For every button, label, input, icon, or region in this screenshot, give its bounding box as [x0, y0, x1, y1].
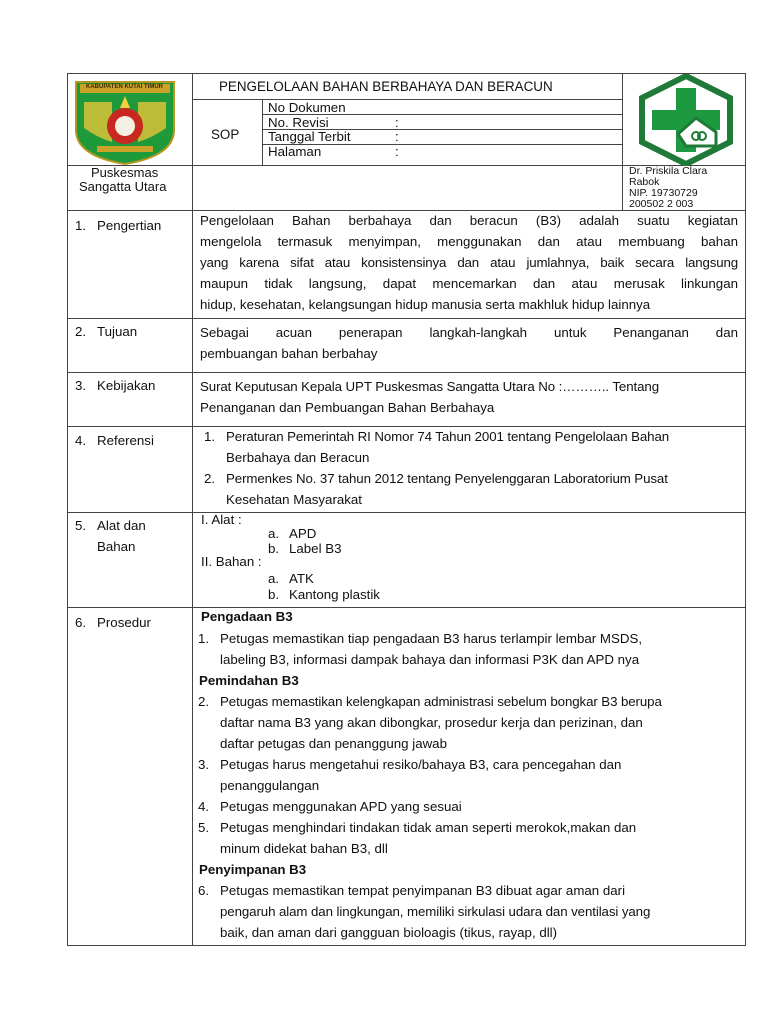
text-line: Penanganan dan Pembuangan Bahan Berbahaya [200, 400, 495, 415]
subheading-pemindahan: Pemindahan B3 [199, 673, 299, 688]
list-item: ATK [289, 571, 314, 586]
doc-field-halaman: Halaman [268, 144, 322, 159]
list-number: 2. [198, 694, 210, 709]
border-row5 [67, 607, 746, 608]
logo-banner-text: KABUPATEN KUTAI TIMUR [86, 84, 163, 90]
list-item: Kesehatan Masyarakat [226, 492, 363, 507]
text-line: Surat Keputusan Kepala UPT Puskesmas Sangatta Utara No :……….. Tentang [200, 379, 659, 394]
list-item: pengaruh alam dan lingkungan, memiliki sirkulasi udara dan ventilasi yang [220, 904, 651, 919]
org-name-line1: Puskesmas [91, 165, 159, 180]
doc-field-no-dokumen: No Dokumen [268, 100, 346, 115]
doc-field-colon: : [395, 144, 399, 159]
text-line: maupun tidak langsung, dapat mencemarkan dan atau merusak linkungan [200, 276, 738, 291]
list-item: minum didekat bahan B3, dll [220, 841, 388, 856]
border-bottom [67, 945, 746, 946]
list-number: 4. [198, 799, 210, 814]
section-label-kebijakan: Kebijakan [97, 378, 156, 393]
text-line: pembuangan bahan berbahay [200, 346, 378, 361]
list-item: penanggulangan [220, 778, 320, 793]
border-col1 [192, 73, 193, 946]
title-divider [192, 99, 623, 100]
list-item: labeling B3, informasi dampak bahaya dan informasi P3K dan APD nya [220, 652, 640, 667]
section-number: 3. [75, 378, 87, 393]
list-number: 1. [198, 631, 210, 646]
list-item: Petugas menggunakan APD yang sesuai [220, 799, 462, 814]
list-letter: a. [268, 571, 280, 586]
sop-divider [262, 99, 263, 166]
list-item: Peraturan Pemerintah RI Nomor 74 Tahun 2001 tentang Pengelolaan Bahan [226, 429, 670, 444]
doc-field-colon: : [395, 129, 399, 144]
section-label-pengertian: Pengertian [97, 218, 162, 233]
section-label-tujuan: Tujuan [97, 324, 138, 339]
document-title: PENGELOLAAN BAHAN BERBAHAYA DAN BERACUN [219, 79, 553, 94]
section-number: 1. [75, 218, 87, 233]
list-item: daftar nama B3 yang akan dibongkar, prosedur kerja dan perizinan, dan [220, 715, 643, 730]
section-number: 4. [75, 433, 87, 448]
list-letter: b. [268, 541, 280, 556]
bahan-heading: II. Bahan : [201, 554, 262, 569]
section-label-referensi: Referensi [97, 433, 154, 448]
subheading-penyimpanan: Penyimpanan B3 [199, 862, 307, 877]
list-item: baik, dan aman dari gangguan bioloagis (tikus, rayap, dll) [220, 925, 558, 940]
list-number: 3. [198, 757, 210, 772]
section-number: 6. [75, 615, 87, 630]
list-item: Petugas memastikan tiap pengadaan B3 harus terlampir lembar MSDS, [220, 631, 643, 646]
border-col-right [622, 73, 623, 211]
text-line: yang karena sifat atau konsistensinya dan atau jumlahnya, baik secara langsung [200, 255, 738, 270]
list-item: Petugas memastikan tempat penyimpanan B3 dibuat agar aman dari [220, 883, 626, 898]
regency-logo [72, 76, 178, 166]
section-number: 2. [75, 324, 87, 339]
section-label-prosedur: Prosedur [97, 615, 151, 630]
subheading-pengadaan: Pengadaan B3 [201, 609, 293, 624]
list-item: Petugas menghindari tindakan tidak aman seperti merokok,makan dan [220, 820, 637, 835]
list-letter: b. [268, 587, 280, 602]
border-left [67, 73, 68, 946]
signer-nip-line2: 200502 2 003 [629, 198, 694, 210]
section-label-bahan: Bahan [97, 539, 136, 554]
list-number: 1. [204, 429, 216, 444]
section-label-alat: Alat dan [97, 518, 146, 533]
border-row2 [67, 372, 746, 373]
sop-label: SOP [211, 127, 240, 142]
border-row4 [67, 512, 746, 513]
doc-field-colon: : [395, 115, 399, 130]
text-line: Sebagai acuan penerapan langkah-langkah untuk Penanganan dan [200, 325, 738, 340]
signer-name-line2: Rabok [629, 176, 660, 188]
alat-heading: I. Alat : [201, 512, 242, 527]
list-item: Petugas memastikan kelengkapan administrasi sebelum bongkar B3 berupa [220, 694, 662, 709]
list-item: Label B3 [289, 541, 342, 556]
health-cross-logo [638, 74, 734, 166]
list-item: Berbahaya dan Beracun [226, 450, 370, 465]
list-number: 2. [204, 471, 216, 486]
list-item: Permenkes No. 37 tahun 2012 tentang Penyelenggaran Laboratorium Pusat [226, 471, 668, 486]
org-name-line2: Sangatta Utara [79, 179, 167, 194]
doc-field-tanggal-terbit: Tanggal Terbit [268, 129, 351, 144]
signer-name-line1: Dr. Priskila Clara [629, 165, 708, 177]
doc-field-no-revisi: No. Revisi [268, 115, 329, 130]
list-item: Kantong plastik [289, 587, 380, 602]
section-number: 5. [75, 518, 87, 533]
list-item: Petugas harus mengetahui resiko/bahaya B3, cara pencegahan dan [220, 757, 622, 772]
border-right [745, 73, 746, 946]
list-item: daftar petugas dan penanggung jawab [220, 736, 447, 751]
list-letter: a. [268, 526, 280, 541]
text-line: Pengelolaan Bahan berbahaya dan beracun (B3) adalah suatu kegiatan [200, 213, 738, 228]
list-number: 5. [198, 820, 210, 835]
text-line: hidup, kesehatan, kelangsungan hidup manusia serta makhluk hidup lainnya [200, 297, 651, 312]
signer-nip-line1: NIP. 19730729 [629, 187, 698, 199]
list-number: 6. [198, 883, 210, 898]
list-item: APD [289, 526, 317, 541]
border-row1 [67, 318, 746, 319]
text-line: mengelola termasuk menyimpan, menggunakan dan atau membuang bahan [200, 234, 738, 249]
